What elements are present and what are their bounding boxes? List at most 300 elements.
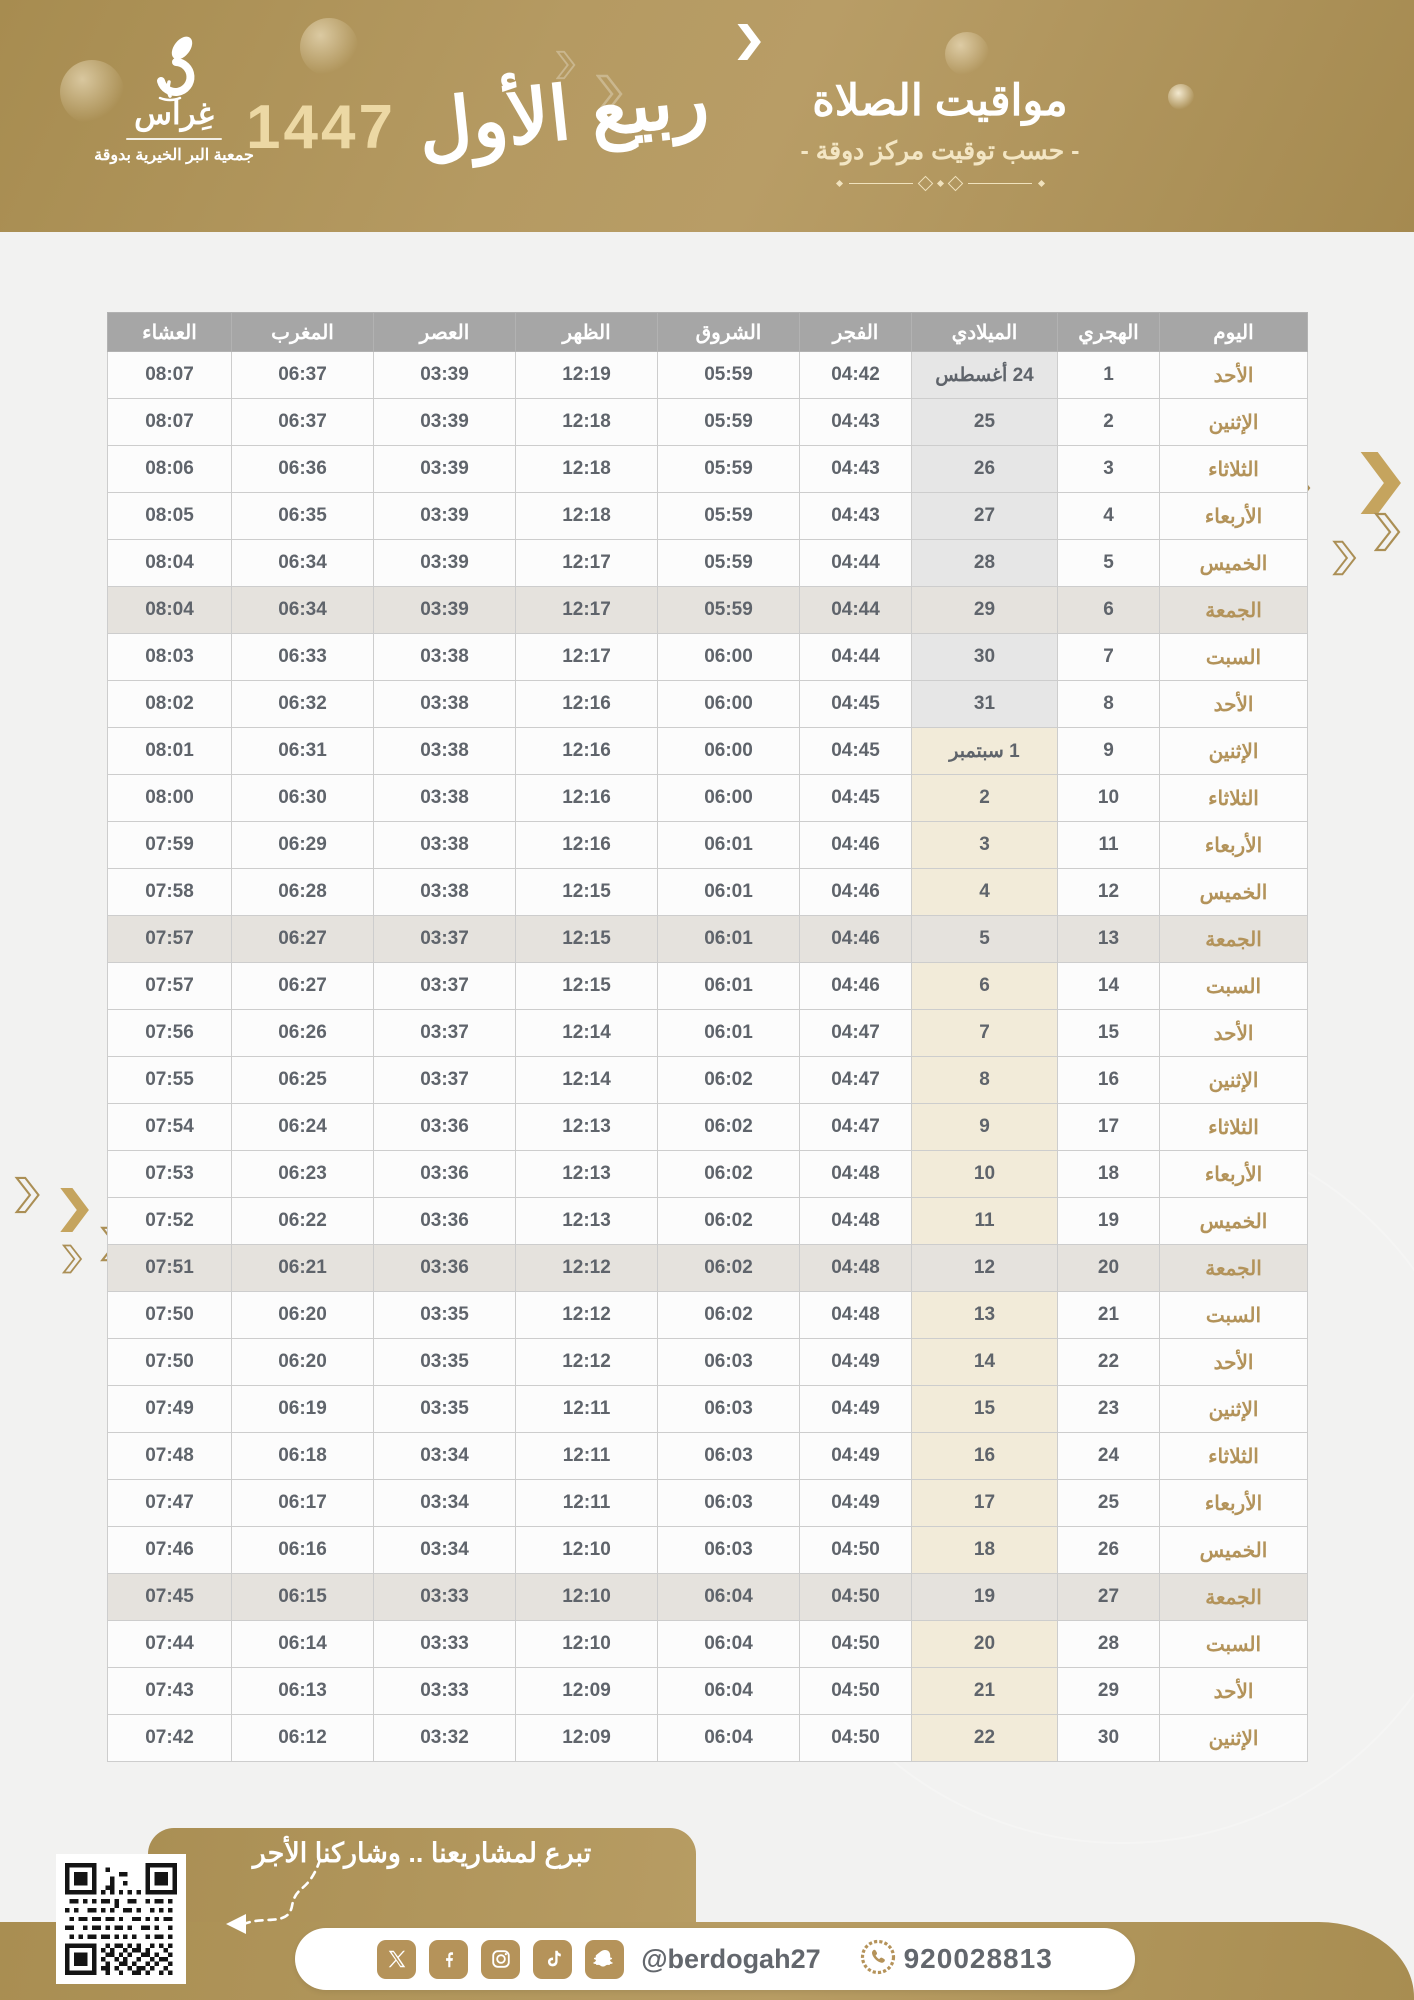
cell-asr: 03:33 <box>374 1668 516 1715</box>
phone-number: 920028813 <box>903 1943 1053 1974</box>
cell-dhuhr: 12:13 <box>516 1151 658 1198</box>
table-row <box>108 1715 1308 1762</box>
cell-day: الأربعاء <box>1160 493 1308 540</box>
cell-fajr: 04:48 <box>800 1151 912 1198</box>
cell-day: الإثنين <box>1160 399 1308 446</box>
cell-shuruq: 06:00 <box>658 728 800 775</box>
cell-isha: 07:50 <box>108 1339 232 1386</box>
cell-hijri: 17 <box>1058 1104 1160 1151</box>
cell-dhuhr: 12:12 <box>516 1292 658 1339</box>
cell-miladi: 10 <box>912 1151 1058 1198</box>
cell-day: الأحد <box>1160 1339 1308 1386</box>
cell-isha: 07:52 <box>108 1198 232 1245</box>
table-header <box>108 313 1308 352</box>
cell-maghrib: 06:20 <box>232 1339 374 1386</box>
cell-maghrib: 06:19 <box>232 1386 374 1433</box>
cell-isha: 07:53 <box>108 1151 232 1198</box>
cell-hijri: 2 <box>1058 399 1160 446</box>
cell-dhuhr: 12:10 <box>516 1621 658 1668</box>
cell-miladi: 7 <box>912 1010 1058 1057</box>
cell-asr: 03:34 <box>374 1433 516 1480</box>
cell-isha: 07:51 <box>108 1245 232 1292</box>
cell-shuruq: 06:02 <box>658 1292 800 1339</box>
cell-isha: 08:02 <box>108 681 232 728</box>
cell-dhuhr: 12:11 <box>516 1480 658 1527</box>
column-header-isha: العشاء <box>108 313 232 352</box>
cell-dhuhr: 12:17 <box>516 634 658 681</box>
phone-contact <box>860 1939 1053 1980</box>
cell-maghrib: 06:33 <box>232 634 374 681</box>
cell-dhuhr: 12:17 <box>516 540 658 587</box>
org-logo <box>84 36 264 165</box>
cell-fajr: 04:47 <box>800 1104 912 1151</box>
table-row <box>108 775 1308 822</box>
table-row <box>108 1668 1308 1715</box>
cell-hijri: 15 <box>1058 1010 1160 1057</box>
cell-dhuhr: 12:19 <box>516 352 658 399</box>
cell-dhuhr: 12:15 <box>516 916 658 963</box>
cell-maghrib: 06:18 <box>232 1433 374 1480</box>
cell-asr: 03:35 <box>374 1292 516 1339</box>
cell-shuruq: 05:59 <box>658 352 800 399</box>
cell-day: الخميس <box>1160 540 1308 587</box>
table-row <box>108 869 1308 916</box>
cell-fajr: 04:42 <box>800 352 912 399</box>
cell-hijri: 6 <box>1058 587 1160 634</box>
cell-day: الأربعاء <box>1160 1151 1308 1198</box>
cell-isha: 07:44 <box>108 1621 232 1668</box>
chevron-outline-icon <box>1332 540 1360 581</box>
cell-fajr: 04:43 <box>800 493 912 540</box>
cell-maghrib: 06:37 <box>232 399 374 446</box>
cell-hijri: 9 <box>1058 728 1160 775</box>
chevron-solid-icon <box>1348 452 1414 519</box>
table-row <box>108 1057 1308 1104</box>
qr-code <box>56 1854 186 1984</box>
table-row <box>108 1527 1308 1574</box>
cell-miladi: 24 أغسطس <box>912 352 1058 399</box>
chevron-outline-icon <box>60 1244 87 1279</box>
cell-miladi: 9 <box>912 1104 1058 1151</box>
cell-asr: 03:35 <box>374 1386 516 1433</box>
cell-hijri: 11 <box>1058 822 1160 869</box>
cell-maghrib: 06:37 <box>232 352 374 399</box>
cell-hijri: 1 <box>1058 352 1160 399</box>
cell-asr: 03:36 <box>374 1104 516 1151</box>
title-block <box>752 76 1128 189</box>
cell-shuruq: 06:01 <box>658 1010 800 1057</box>
cell-miladi: 26 <box>912 446 1058 493</box>
cell-fajr: 04:45 <box>800 775 912 822</box>
cell-day: الخميس <box>1160 1198 1308 1245</box>
cell-maghrib: 06:21 <box>232 1245 374 1292</box>
cell-dhuhr: 12:11 <box>516 1433 658 1480</box>
cell-asr: 03:36 <box>374 1198 516 1245</box>
cell-miladi: 16 <box>912 1433 1058 1480</box>
cell-miladi: 14 <box>912 1339 1058 1386</box>
cell-maghrib: 06:20 <box>232 1292 374 1339</box>
cell-dhuhr: 12:10 <box>516 1574 658 1621</box>
cell-hijri: 30 <box>1058 1715 1160 1762</box>
cell-fajr: 04:48 <box>800 1245 912 1292</box>
cell-fajr: 04:44 <box>800 540 912 587</box>
cell-isha: 07:56 <box>108 1010 232 1057</box>
cell-shuruq: 06:02 <box>658 1151 800 1198</box>
cell-fajr: 04:48 <box>800 1292 912 1339</box>
donate-text: تبرع لمشاريعنا .. وشاركنا الأجر <box>252 1838 592 1868</box>
cell-day: الجمعة <box>1160 1574 1308 1621</box>
cell-isha: 07:59 <box>108 822 232 869</box>
table-row <box>108 1433 1308 1480</box>
table-row <box>108 540 1308 587</box>
cell-dhuhr: 12:16 <box>516 822 658 869</box>
cell-hijri: 21 <box>1058 1292 1160 1339</box>
cell-miladi: 5 <box>912 916 1058 963</box>
cell-day: الإثنين <box>1160 1386 1308 1433</box>
ornament-divider <box>752 178 1128 189</box>
cell-day: الأحد <box>1160 352 1308 399</box>
cell-day: الإثنين <box>1160 728 1308 775</box>
cell-isha: 07:47 <box>108 1480 232 1527</box>
cell-fajr: 04:48 <box>800 1198 912 1245</box>
decor-circle <box>300 18 358 76</box>
cell-day: السبت <box>1160 634 1308 681</box>
cell-maghrib: 06:14 <box>232 1621 374 1668</box>
cell-day: الثلاثاء <box>1160 446 1308 493</box>
cell-shuruq: 06:02 <box>658 1057 800 1104</box>
cell-isha: 08:04 <box>108 587 232 634</box>
x-icon <box>377 1940 416 1979</box>
table-row <box>108 1480 1308 1527</box>
cell-isha: 07:45 <box>108 1574 232 1621</box>
cell-dhuhr: 12:12 <box>516 1339 658 1386</box>
cell-dhuhr: 12:18 <box>516 493 658 540</box>
cell-asr: 03:37 <box>374 916 516 963</box>
cell-day: الأربعاء <box>1160 1480 1308 1527</box>
cell-day: الأحد <box>1160 1668 1308 1715</box>
column-header-maghrib: المغرب <box>232 313 374 352</box>
cell-shuruq: 05:59 <box>658 493 800 540</box>
table-row <box>108 399 1308 446</box>
column-header-hijri: الهجري <box>1058 313 1160 352</box>
cell-asr: 03:37 <box>374 963 516 1010</box>
cell-isha: 07:48 <box>108 1433 232 1480</box>
cell-asr: 03:38 <box>374 634 516 681</box>
cell-maghrib: 06:27 <box>232 963 374 1010</box>
cell-shuruq: 06:00 <box>658 775 800 822</box>
cell-dhuhr: 12:11 <box>516 1386 658 1433</box>
cell-hijri: 7 <box>1058 634 1160 681</box>
cell-hijri: 26 <box>1058 1527 1160 1574</box>
cell-fajr: 04:47 <box>800 1010 912 1057</box>
cell-day: الثلاثاء <box>1160 1433 1308 1480</box>
prayer-table-body <box>108 352 1308 1762</box>
cell-shuruq: 06:00 <box>658 634 800 681</box>
cell-fajr: 04:43 <box>800 399 912 446</box>
cell-fajr: 04:50 <box>800 1621 912 1668</box>
table-row <box>108 1339 1308 1386</box>
page-subtitle: - حسب توقيت مركز دوقة - <box>800 137 1080 165</box>
cell-asr: 03:39 <box>374 587 516 634</box>
cell-fajr: 04:49 <box>800 1480 912 1527</box>
cell-maghrib: 06:23 <box>232 1151 374 1198</box>
cell-asr: 03:36 <box>374 1245 516 1292</box>
cell-asr: 03:38 <box>374 681 516 728</box>
cell-asr: 03:34 <box>374 1480 516 1527</box>
cell-hijri: 13 <box>1058 916 1160 963</box>
cell-miladi: 11 <box>912 1198 1058 1245</box>
cell-asr: 03:38 <box>374 775 516 822</box>
cell-maghrib: 06:16 <box>232 1527 374 1574</box>
cell-miladi: 12 <box>912 1245 1058 1292</box>
table-row <box>108 446 1308 493</box>
facebook-icon <box>429 1940 468 1979</box>
phone-icon <box>860 1939 896 1980</box>
cell-maghrib: 06:25 <box>232 1057 374 1104</box>
cell-shuruq: 05:59 <box>658 587 800 634</box>
cell-asr: 03:39 <box>374 352 516 399</box>
cell-shuruq: 05:59 <box>658 399 800 446</box>
table-row <box>108 1198 1308 1245</box>
cell-asr: 03:37 <box>374 1057 516 1104</box>
cell-dhuhr: 12:18 <box>516 399 658 446</box>
cell-maghrib: 06:13 <box>232 1668 374 1715</box>
cell-maghrib: 06:32 <box>232 681 374 728</box>
cell-maghrib: 06:17 <box>232 1480 374 1527</box>
month-calligraphy: ربيع الأول <box>413 56 712 170</box>
cell-fajr: 04:49 <box>800 1433 912 1480</box>
column-header-fajr: الفجر <box>800 313 912 352</box>
cell-hijri: 20 <box>1058 1245 1160 1292</box>
cell-dhuhr: 12:18 <box>516 446 658 493</box>
cell-fajr: 04:50 <box>800 1574 912 1621</box>
cell-hijri: 24 <box>1058 1433 1160 1480</box>
cell-shuruq: 05:59 <box>658 446 800 493</box>
cell-miladi: 29 <box>912 587 1058 634</box>
cell-dhuhr: 12:09 <box>516 1715 658 1762</box>
cell-maghrib: 06:12 <box>232 1715 374 1762</box>
cell-shuruq: 06:04 <box>658 1715 800 1762</box>
cell-shuruq: 06:03 <box>658 1527 800 1574</box>
table-row <box>108 493 1308 540</box>
cell-asr: 03:34 <box>374 1527 516 1574</box>
cell-miladi: 4 <box>912 869 1058 916</box>
cell-fajr: 04:44 <box>800 587 912 634</box>
cell-miladi: 21 <box>912 1668 1058 1715</box>
cell-hijri: 18 <box>1058 1151 1160 1198</box>
chevron-solid-icon <box>58 1188 100 1237</box>
cell-isha: 08:03 <box>108 634 232 681</box>
cell-maghrib: 06:31 <box>232 728 374 775</box>
cell-miladi: 1 سبتمبر <box>912 728 1058 775</box>
cell-miladi: 6 <box>912 963 1058 1010</box>
table-row <box>108 587 1308 634</box>
cell-isha: 08:06 <box>108 446 232 493</box>
cell-maghrib: 06:29 <box>232 822 374 869</box>
cell-dhuhr: 12:17 <box>516 587 658 634</box>
cell-asr: 03:33 <box>374 1574 516 1621</box>
cell-asr: 03:35 <box>374 1339 516 1386</box>
cell-asr: 03:36 <box>374 1151 516 1198</box>
hijri-year: 1447 <box>246 93 396 162</box>
table-row <box>108 352 1308 399</box>
cell-hijri: 8 <box>1058 681 1160 728</box>
table-row <box>108 728 1308 775</box>
column-header-dhuhr: الظهر <box>516 313 658 352</box>
cell-asr: 03:37 <box>374 1010 516 1057</box>
cell-shuruq: 06:02 <box>658 1245 800 1292</box>
table-row <box>108 1245 1308 1292</box>
cell-dhuhr: 12:16 <box>516 681 658 728</box>
cell-fajr: 04:50 <box>800 1527 912 1574</box>
cell-fajr: 04:50 <box>800 1715 912 1762</box>
cell-isha: 07:50 <box>108 1292 232 1339</box>
cell-day: الإثنين <box>1160 1715 1308 1762</box>
cell-hijri: 25 <box>1058 1480 1160 1527</box>
cell-maghrib: 06:34 <box>232 540 374 587</box>
cell-miladi: 22 <box>912 1715 1058 1762</box>
table-row <box>108 1292 1308 1339</box>
cell-asr: 03:32 <box>374 1715 516 1762</box>
cell-miladi: 3 <box>912 822 1058 869</box>
cell-fajr: 04:43 <box>800 446 912 493</box>
cell-asr: 03:39 <box>374 446 516 493</box>
snapchat-icon <box>585 1940 624 1979</box>
cell-dhuhr: 12:09 <box>516 1668 658 1715</box>
cell-dhuhr: 12:14 <box>516 1057 658 1104</box>
cell-day: الخميس <box>1160 869 1308 916</box>
cell-shuruq: 06:04 <box>658 1668 800 1715</box>
cell-day: الثلاثاء <box>1160 775 1308 822</box>
cell-isha: 07:49 <box>108 1386 232 1433</box>
contact-pill <box>295 1928 1135 1990</box>
cell-miladi: 28 <box>912 540 1058 587</box>
decor-circle <box>945 32 989 76</box>
cell-dhuhr: 12:15 <box>516 869 658 916</box>
cell-dhuhr: 12:14 <box>516 1010 658 1057</box>
header-band <box>0 0 1414 232</box>
cell-dhuhr: 12:12 <box>516 1245 658 1292</box>
cell-isha: 07:57 <box>108 916 232 963</box>
cell-shuruq: 06:00 <box>658 681 800 728</box>
table-row <box>108 681 1308 728</box>
cell-shuruq: 06:01 <box>658 822 800 869</box>
tiktok-icon <box>533 1940 572 1979</box>
cell-miladi: 31 <box>912 681 1058 728</box>
cell-shuruq: 06:01 <box>658 916 800 963</box>
cell-asr: 03:38 <box>374 822 516 869</box>
cell-shuruq: 05:59 <box>658 540 800 587</box>
cell-isha: 07:55 <box>108 1057 232 1104</box>
table-row <box>108 963 1308 1010</box>
cell-hijri: 14 <box>1058 963 1160 1010</box>
cell-maghrib: 06:26 <box>232 1010 374 1057</box>
cell-fajr: 04:46 <box>800 963 912 1010</box>
cell-day: الجمعة <box>1160 1245 1308 1292</box>
table-row <box>108 822 1308 869</box>
cell-miladi: 20 <box>912 1621 1058 1668</box>
cell-isha: 07:54 <box>108 1104 232 1151</box>
chevron-outline-icon <box>14 1176 44 1219</box>
seedling-icon <box>84 36 264 102</box>
cell-shuruq: 06:04 <box>658 1574 800 1621</box>
cell-isha: 08:01 <box>108 728 232 775</box>
cell-shuruq: 06:04 <box>658 1621 800 1668</box>
cell-shuruq: 06:01 <box>658 963 800 1010</box>
instagram-icon <box>481 1940 520 1979</box>
cell-asr: 03:33 <box>374 1621 516 1668</box>
cell-day: الأحد <box>1160 1010 1308 1057</box>
cell-dhuhr: 12:16 <box>516 728 658 775</box>
cell-hijri: 27 <box>1058 1574 1160 1621</box>
cell-day: الثلاثاء <box>1160 1104 1308 1151</box>
table-row <box>108 1010 1308 1057</box>
table-row <box>108 1386 1308 1433</box>
cell-miladi: 13 <box>912 1292 1058 1339</box>
social-handle: @berdogah27 <box>641 1943 821 1974</box>
cell-day: الجمعة <box>1160 916 1308 963</box>
cell-isha: 08:07 <box>108 352 232 399</box>
cell-hijri: 28 <box>1058 1621 1160 1668</box>
cell-shuruq: 06:03 <box>658 1480 800 1527</box>
cell-maghrib: 06:28 <box>232 869 374 916</box>
cell-shuruq: 06:03 <box>658 1433 800 1480</box>
cell-maghrib: 06:22 <box>232 1198 374 1245</box>
cell-dhuhr: 12:15 <box>516 963 658 1010</box>
cell-dhuhr: 12:16 <box>516 775 658 822</box>
cell-fajr: 04:49 <box>800 1339 912 1386</box>
cell-shuruq: 06:03 <box>658 1386 800 1433</box>
cell-hijri: 3 <box>1058 446 1160 493</box>
column-header-asr: العصر <box>374 313 516 352</box>
cell-maghrib: 06:30 <box>232 775 374 822</box>
cell-day: السبت <box>1160 1621 1308 1668</box>
cell-miladi: 25 <box>912 399 1058 446</box>
table-row <box>108 1574 1308 1621</box>
chevron-outline-icon <box>1374 512 1404 557</box>
column-header-shuruq: الشروق <box>658 313 800 352</box>
cell-isha: 07:57 <box>108 963 232 1010</box>
decor-circle <box>1168 84 1194 110</box>
cell-shuruq: 06:02 <box>658 1104 800 1151</box>
cell-maghrib: 06:36 <box>232 446 374 493</box>
table-row <box>108 634 1308 681</box>
cell-hijri: 5 <box>1058 540 1160 587</box>
chevron-outline-icon <box>556 50 578 85</box>
cell-maghrib: 06:35 <box>232 493 374 540</box>
cell-fajr: 04:46 <box>800 869 912 916</box>
cell-isha: 08:05 <box>108 493 232 540</box>
cell-fajr: 04:45 <box>800 681 912 728</box>
cell-miladi: 15 <box>912 1386 1058 1433</box>
cell-fajr: 04:45 <box>800 728 912 775</box>
cell-maghrib: 06:27 <box>232 916 374 963</box>
cell-asr: 03:38 <box>374 869 516 916</box>
cell-isha: 07:46 <box>108 1527 232 1574</box>
cell-asr: 03:38 <box>374 728 516 775</box>
cell-day: الأربعاء <box>1160 822 1308 869</box>
cell-shuruq: 06:02 <box>658 1198 800 1245</box>
header-row <box>108 313 1308 352</box>
cell-maghrib: 06:24 <box>232 1104 374 1151</box>
logo-divider <box>126 138 222 140</box>
chevron-right-icon <box>737 24 765 65</box>
cell-day: الإثنين <box>1160 1057 1308 1104</box>
cell-hijri: 22 <box>1058 1339 1160 1386</box>
cell-miladi: 19 <box>912 1574 1058 1621</box>
cell-hijri: 4 <box>1058 493 1160 540</box>
cell-maghrib: 06:15 <box>232 1574 374 1621</box>
